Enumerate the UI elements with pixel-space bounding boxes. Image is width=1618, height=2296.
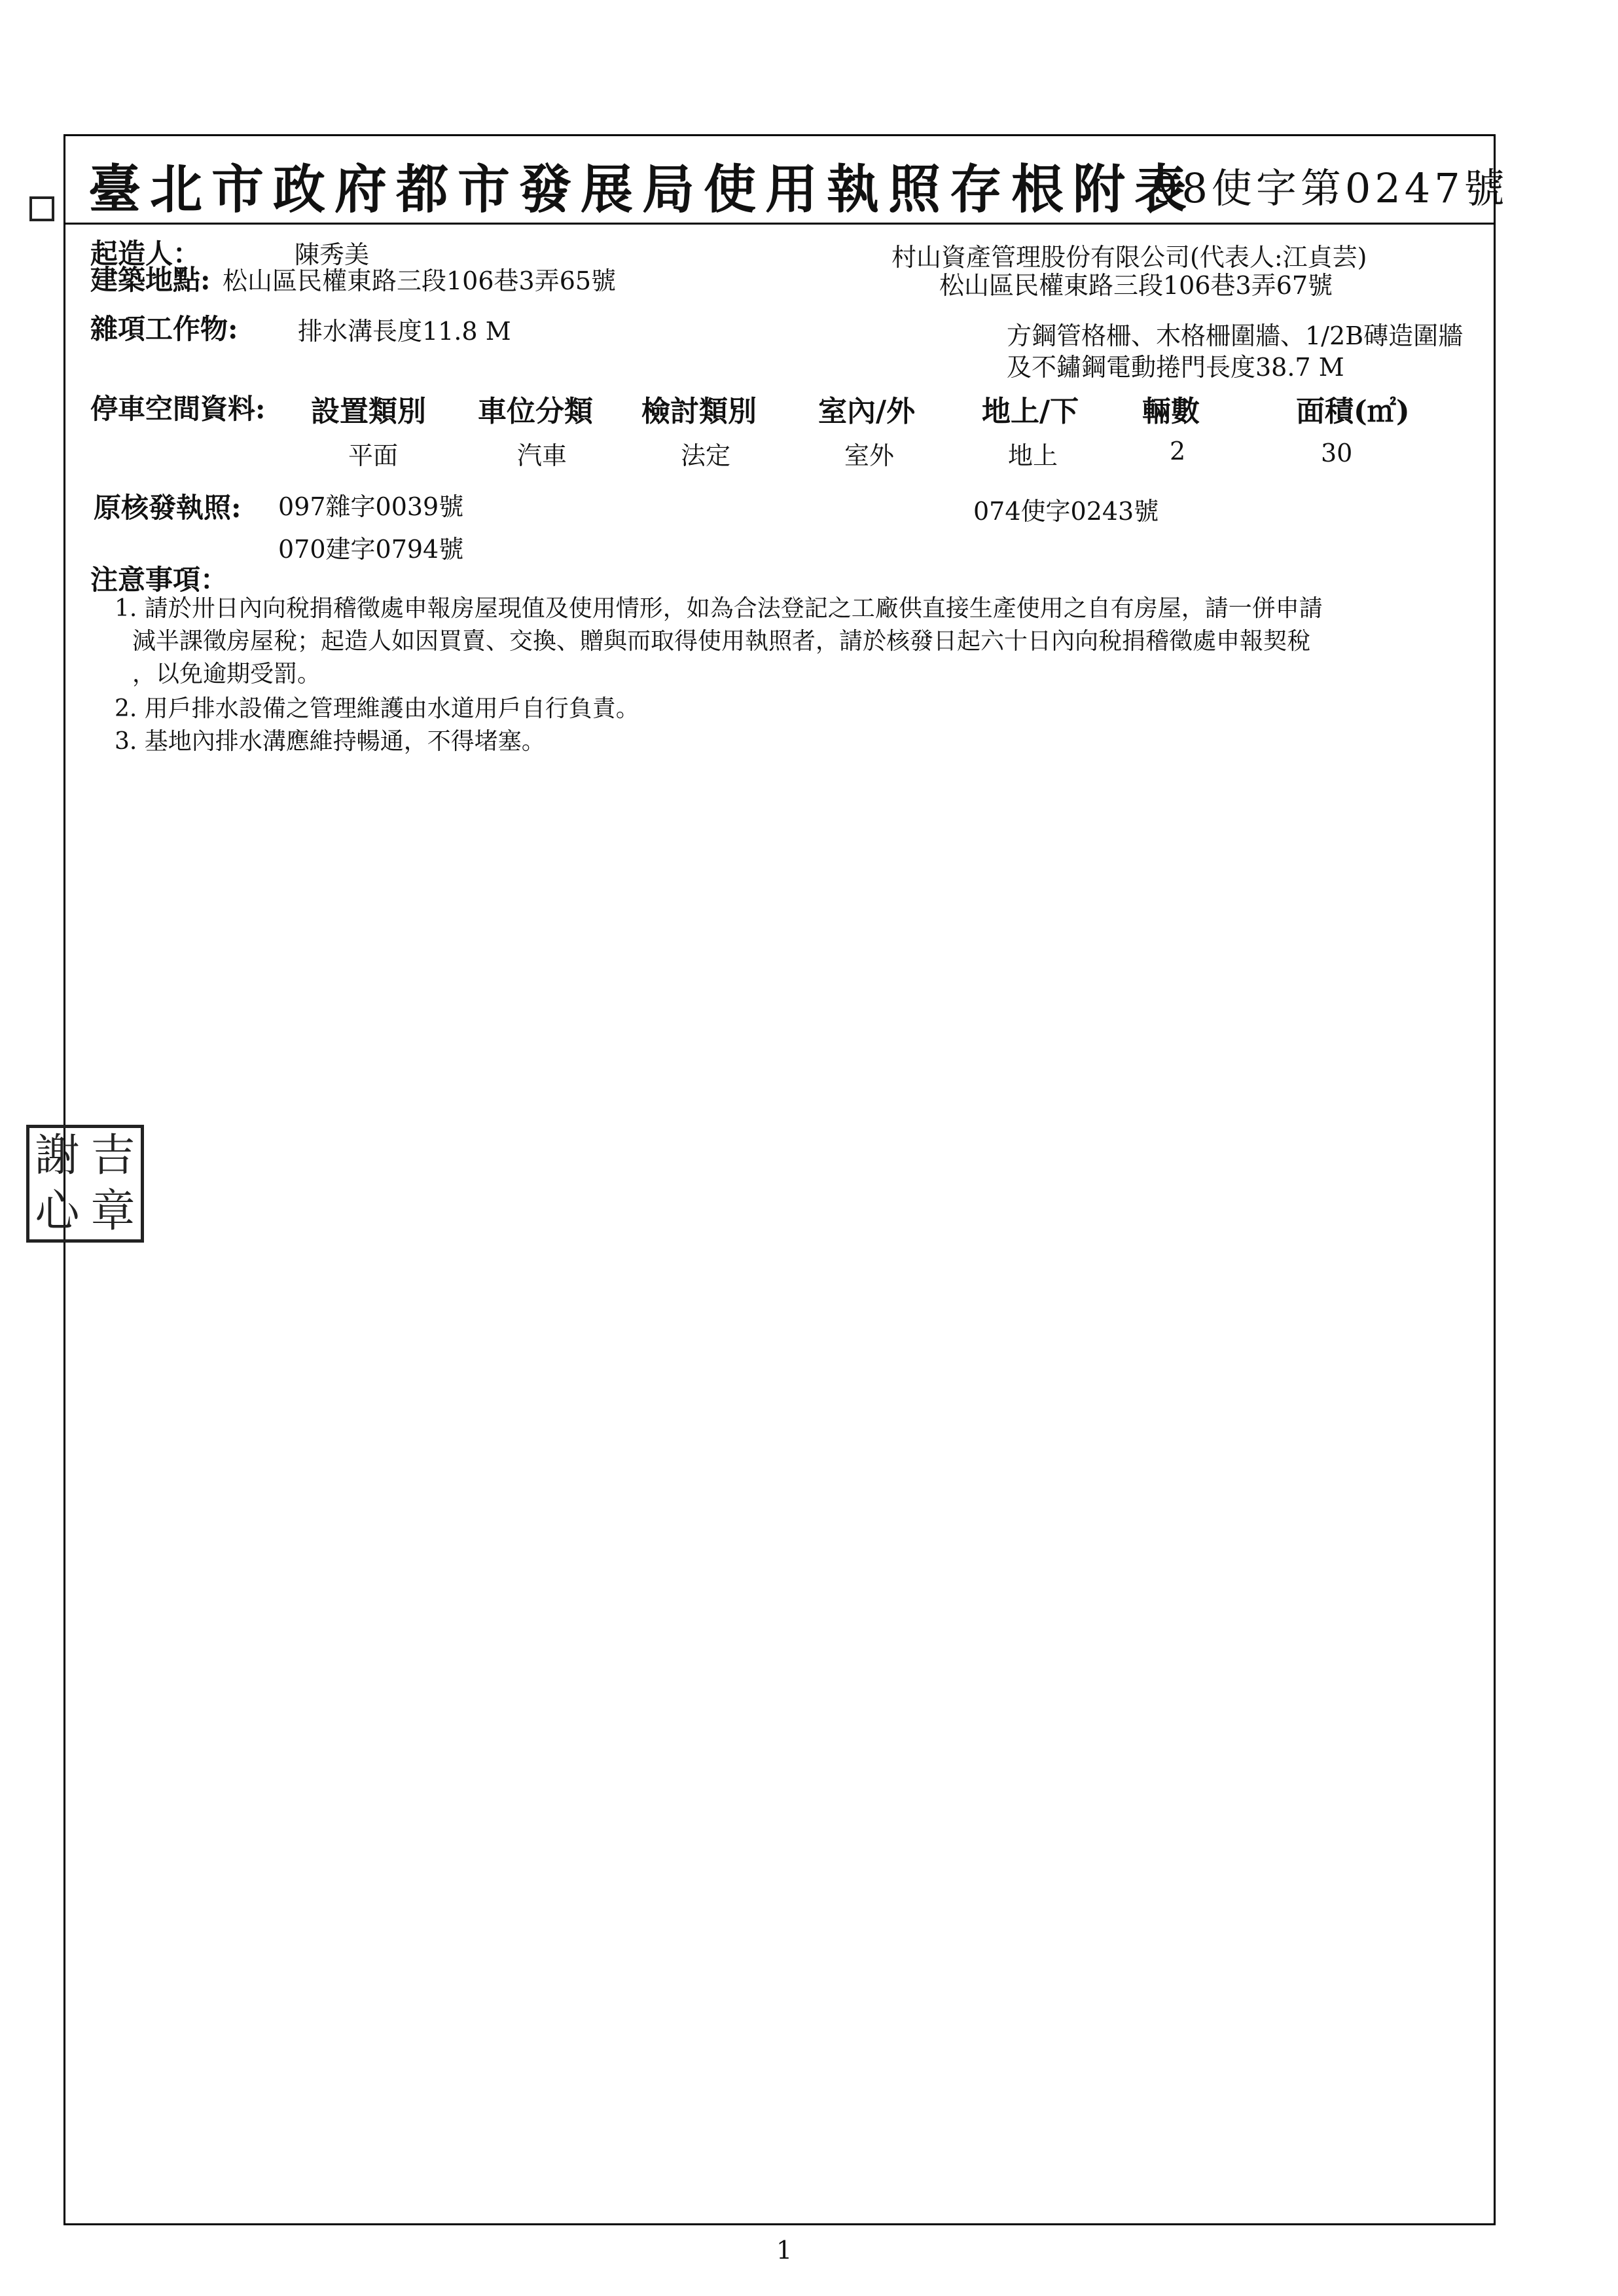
seal-char: 吉 xyxy=(90,1129,135,1182)
page-number: 1 xyxy=(776,2236,793,2265)
binding-mark-icon xyxy=(29,196,54,221)
original-permit-3: 074使字0243號 xyxy=(973,497,1159,526)
seal-char: 心 xyxy=(35,1185,80,1237)
misc-works-item-2-line-1: 方鋼管格柵、木格柵圍牆、1/2B磚造圍牆 xyxy=(1007,321,1464,350)
applicant-name-2: 村山資產管理股份有限公司(代表人:江貞芸) xyxy=(891,243,1367,272)
applicant-name-1: 陳秀美 xyxy=(295,240,370,269)
parking-label: 停車空間資料: xyxy=(90,393,266,425)
site-label: 建築地點: xyxy=(90,264,211,296)
parking-cell-review: 法定 xyxy=(681,441,731,470)
title-divider xyxy=(63,223,1496,225)
permit-number: 98使字第0247號 xyxy=(1152,164,1509,212)
parking-cell-category: 汽車 xyxy=(517,441,567,470)
original-permits-label: 原核發執照: xyxy=(94,492,242,524)
parking-header-review: 檢討類別 xyxy=(641,395,757,428)
note-3: 3. 基地內排水溝應維持暢通，不得堵塞。 xyxy=(115,728,545,755)
seal-char: 章 xyxy=(90,1185,135,1237)
parking-cell-count: 2 xyxy=(1170,437,1186,465)
original-permit-2: 070建字0794號 xyxy=(278,535,464,564)
parking-cell-type: 平面 xyxy=(348,441,399,470)
note-1-line-2: 減半課徵房屋稅；起造人如因買賣、交換、贈與而取得使用執照者，請於核發日起六十日內向稅捐稽徵處申報契稅 xyxy=(132,628,1311,655)
document-frame xyxy=(63,134,1496,2225)
site-address-1: 松山區民權東路三段106巷3弄65號 xyxy=(223,266,617,295)
parking-cell-above-below: 地上 xyxy=(1008,441,1058,470)
misc-works-label: 雜項工作物: xyxy=(90,313,238,345)
applicant-label: 起造人： xyxy=(90,238,201,270)
original-permit-1: 097雜字0039號 xyxy=(278,492,464,521)
parking-cell-indoor-outdoor: 室外 xyxy=(844,441,895,470)
parking-header-above-below: 地上/下 xyxy=(982,395,1079,428)
parking-header-type: 設置類別 xyxy=(311,395,426,428)
notes-heading: 注意事項： xyxy=(90,564,228,596)
official-seal-stamp xyxy=(26,1125,144,1243)
parking-cell-area: 30 xyxy=(1321,439,1353,467)
note-2: 2. 用戶排水設備之管理維護由水道用戶自行負責。 xyxy=(115,695,639,722)
note-1-line-1: 1. 請於卅日內向稅捐稽徵處申報房屋現值及使用情形，如為合法登記之工廠供直接生產使用之自有房屋，請一併申請 xyxy=(115,595,1323,622)
parking-header-category: 車位分類 xyxy=(478,395,593,428)
document-title: 臺北市政府都市發展局使用執照存根附表 xyxy=(88,158,1196,220)
parking-header-indoor-outdoor: 室內/外 xyxy=(818,395,916,428)
misc-works-item-1: 排水溝長度11.8 M xyxy=(298,317,511,346)
parking-header-area: 面積(㎡) xyxy=(1296,395,1410,428)
site-address-2: 松山區民權東路三段106巷3弄67號 xyxy=(939,271,1333,300)
misc-works-item-2-line-2: 及不鏽鋼電動捲門長度38.7 M xyxy=(1007,353,1344,382)
seal-char: 謝 xyxy=(35,1129,80,1182)
parking-header-count: 輛數 xyxy=(1142,395,1200,428)
note-1-line-3: ，以免逾期受罰。 xyxy=(132,661,321,687)
